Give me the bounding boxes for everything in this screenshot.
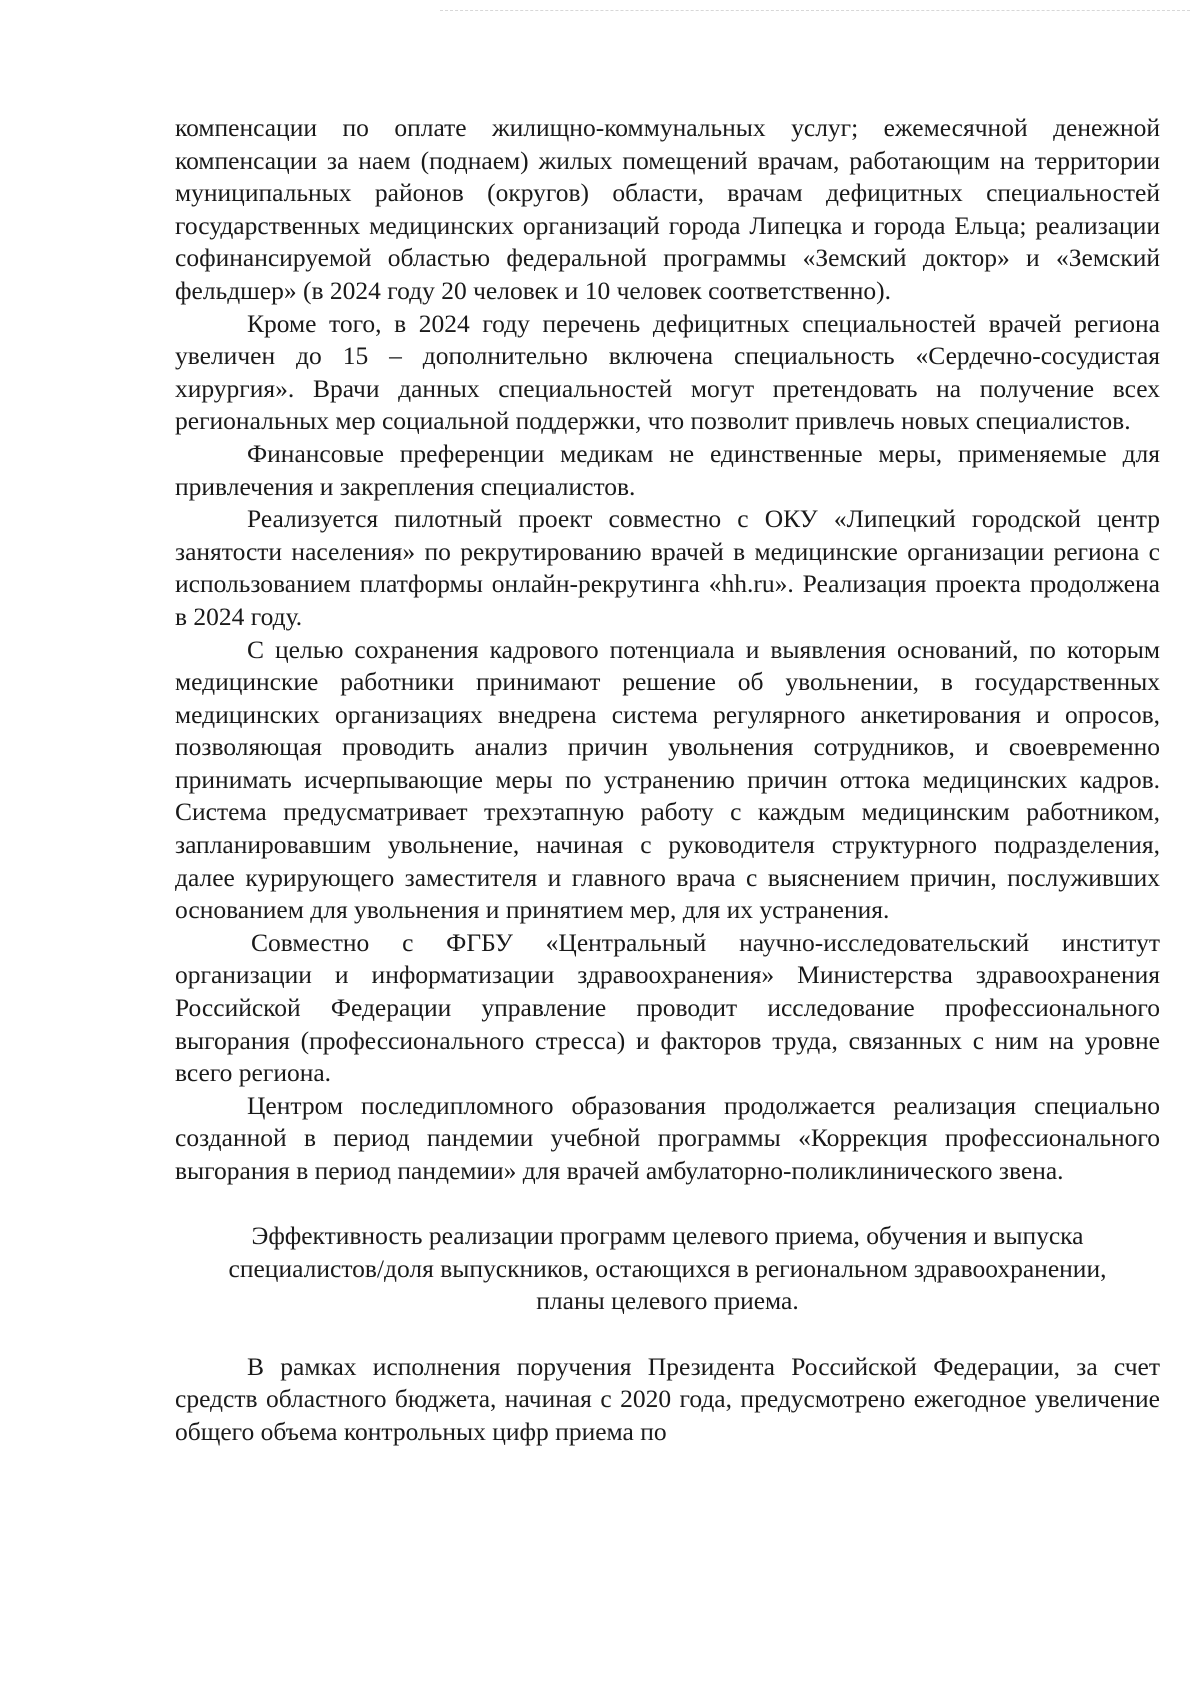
section-heading: Эффективность реализации программ целевого приема, обучения и выпуска специалистов/доля выпускников, остающихся в региональном здравоохранении, планы целевого приема. bbox=[228, 1221, 1107, 1316]
scan-artifact-line bbox=[440, 10, 1190, 11]
document-body bbox=[175, 112, 1160, 1448]
paragraph-financial-preferences: Финансовые преференции медикам не единственные меры, применяемые для привлечения и закрепления специалистов. bbox=[175, 438, 1160, 501]
paragraph-compensations: компенсации по оплате жилищно-коммунальных услуг; ежемесячной денежной компенсации за наем (поднаем) жилых помещений врачам, работающим на территории муниципальных районов (округов) области, врачам дефицитных специальностей государственных медицинских организаций города Липецка и города Ельца; реализации софинансируемой областью федеральной программы «Земский доктор» и «Земский фельдшер» (в 2024 году 20 человек и 10 человек соответственно). bbox=[175, 113, 1160, 305]
paragraph-pilot-project: Реализуется пилотный проект совместно с ОКУ «Липецкий городской центр занятости населения» по рекрутированию врачей в медицинские организации региона с использованием платформы онлайн-рекрутинга «hh.ru». Реализация проекта продолжена в 2024 году. bbox=[175, 504, 1160, 631]
paragraph-staff-retention: С целью сохранения кадрового потенциала и выявления оснований, по которым медицинские работники принимают решение об увольнении, в государственных медицинских организациях внедрена система регулярного анкетирования и опросов, позволяющая проводить анализ причин увольнения сотрудников, и своевременно принимать исчерпывающие меры по устранению причин оттока медицинских кадров. Система предусматривает трехэтапную работу с каждым медицинским работником, запланировавшим увольнение, начиная с руководителя структурного подразделения, далее курирующего заместителя и главного врача с выяснением причин, послуживших основанием для увольнения и принятием мер, для их устранения. bbox=[175, 634, 1160, 925]
paragraph-education-program: Центром последипломного образования продолжается реализация специально созданной в период пандемии учебной программы «Коррекция профессионального выгорания в период пандемии» для врачей амбулаторно-поликлинического звена. bbox=[175, 1090, 1160, 1185]
paragraph-deficit-specialties: Кроме того, в 2024 году перечень дефицитных специальностей врачей региона увеличен до 15 – дополнительно включена специальность «Сердечно-сосудистая хирургия». Врачи данных специальностей могут претендовать на получение всех региональных мер социальной поддержки, что позволит привлечь новых специалистов. bbox=[175, 308, 1160, 436]
paragraph-burnout-research: Совместно с ФГБУ «Центральный научно-исследовательский институт организации и информатизации здравоохранения» Министерства здравоохранения Российской Федерации управление проводит исследование профессионального выгорания (профессионального стресса) и факторов труда, связанных с ним на уровне всего региона. bbox=[175, 927, 1160, 1088]
paragraph-presidential-order: В рамках исполнения поручения Президента Российской Федерации, за счет средств областного бюджета, начиная с 2020 года, предусмотрено ежегодное увеличение общего объема контрольных цифр приема по bbox=[175, 1351, 1160, 1446]
blank-line bbox=[175, 1318, 1160, 1351]
blank-line bbox=[175, 1188, 1160, 1221]
